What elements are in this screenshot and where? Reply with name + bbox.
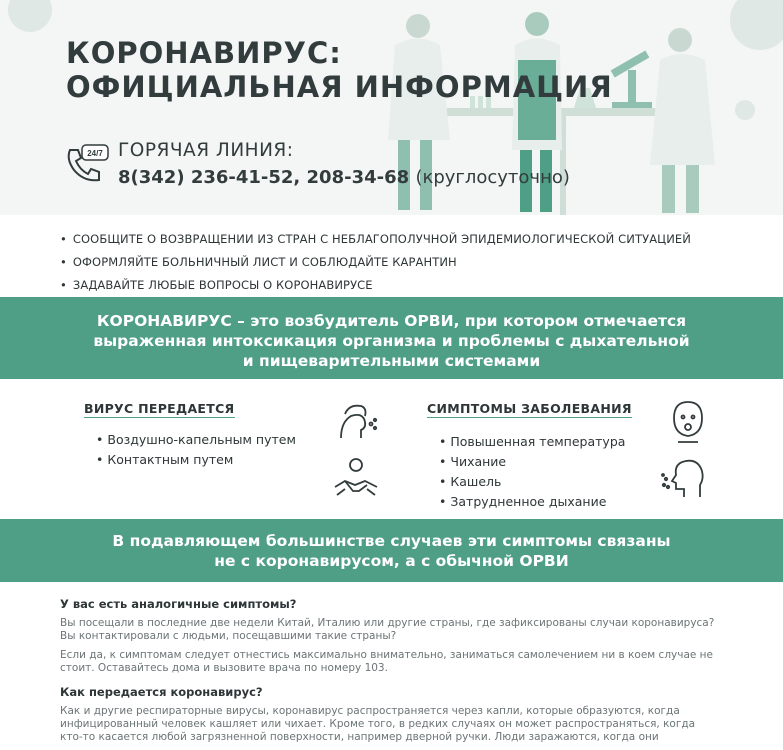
symptoms-section: [427, 398, 632, 512]
reassurance-line: не с коронавирусом, а с обычной ОРВИ: [214, 552, 569, 570]
definition-banner: [0, 297, 783, 379]
definition-line: КОРОНАВИРУС – это возбудитель ОРВИ, при котором отмечается: [96, 312, 687, 330]
hotline-numbers: [118, 167, 570, 188]
faq-answer-paragraph: Как и другие респираторные вирусы, коронавирус распространяется через капли, которые образуются, когда инфицированный человек кашляет или чихает. Кроме того, в редких случаях он может распространяться, когда кто-то касается любой загрязненной поверхности, например дверной ручки. Люди заражаются, когда они: [60, 705, 696, 743]
sick-face-icon: [668, 398, 708, 444]
faq-answer-paragraph: Вы посещали в последние две недели Китай, Италию или другие страны, где зафиксированы случаи коронавируса? Вы контактировали с людьми, посещавшими такие страны?: [60, 617, 715, 642]
title-line-1: КОРОНАВИРУС:: [66, 36, 342, 70]
reassurance-line: В подавляющем большинстве случаев эти симптомы связаны: [112, 532, 671, 550]
hero-banner: [0, 0, 783, 215]
transmission-item: • Контактным путем: [96, 450, 296, 470]
symptom-item: • Повышенная температура: [439, 432, 632, 452]
symptoms-heading: СИМПТОМЫ ЗАБОЛЕВАНИЯ: [427, 401, 632, 416]
phone-24-7-icon: [64, 144, 110, 184]
coughing-person-icon: [333, 398, 379, 444]
page-title: [66, 36, 613, 104]
title-line-2: ОФИЦИАЛЬНАЯ ИНФОРМАЦИЯ: [66, 70, 613, 104]
faq-question-symptoms: У вас есть аналогичные симптомы?: [60, 597, 297, 611]
hotline-block: [64, 140, 624, 196]
handshake-virus-icon: [333, 455, 379, 501]
phone-badge-text: 24/7: [87, 149, 103, 158]
transmission-item: • Воздушно-капельным путем: [96, 430, 296, 450]
transmission-section: [84, 398, 296, 470]
hotline-note: (круглосуточно): [415, 167, 570, 188]
hotline-phone-numbers: 8(342) 236-41-52, 208-34-68: [118, 167, 410, 188]
transmission-list: [84, 430, 296, 470]
action-item: • ОФОРМЛЯЙТЕ БОЛЬНИЧНЫЙ ЛИСТ И СОБЛЮДАЙТЕ КАРАНТИН: [60, 251, 760, 274]
action-item: • СООБЩИТЕ О ВОЗВРАЩЕНИИ ИЗ СТРАН С НЕБЛАГОПОЛУЧНОЙ ЭПИДЕМИОЛОГИЧЕСКОЙ СИТУАЦИЕЙ: [60, 228, 760, 251]
symptom-item: • Кашель: [439, 472, 632, 492]
action-item: • ЗАДАВАЙТЕ ЛЮБЫЕ ВОПРОСЫ О КОРОНАВИРУСЕ: [60, 274, 760, 297]
hotline-label: ГОРЯЧАЯ ЛИНИЯ:: [118, 140, 294, 161]
faq-answer-paragraph: Если да, к симптомам следует отнестись максимально внимательно, заниматься самолечением ни в коем случае не стоит. Оставайтесь дома и вызовите врача по номеру 103.: [60, 649, 714, 674]
transmission-heading: ВИРУС ПЕРЕДАЕТСЯ: [84, 401, 235, 416]
faq-question-transmission: Как передается коронавирус?: [60, 685, 263, 699]
symptom-item: • Затрудненное дыхание: [439, 492, 632, 512]
faq-section: [60, 597, 720, 750]
definition-line: и пищеварительными системами: [242, 352, 541, 370]
definition-line: выраженная интоксикация организма и проблемы с дыхательной: [93, 332, 690, 350]
action-list: [60, 228, 760, 297]
symptom-item: • Чихание: [439, 452, 632, 472]
sneezing-person-icon: [660, 455, 708, 501]
reassurance-banner: [0, 519, 783, 582]
symptoms-list: [427, 432, 632, 512]
